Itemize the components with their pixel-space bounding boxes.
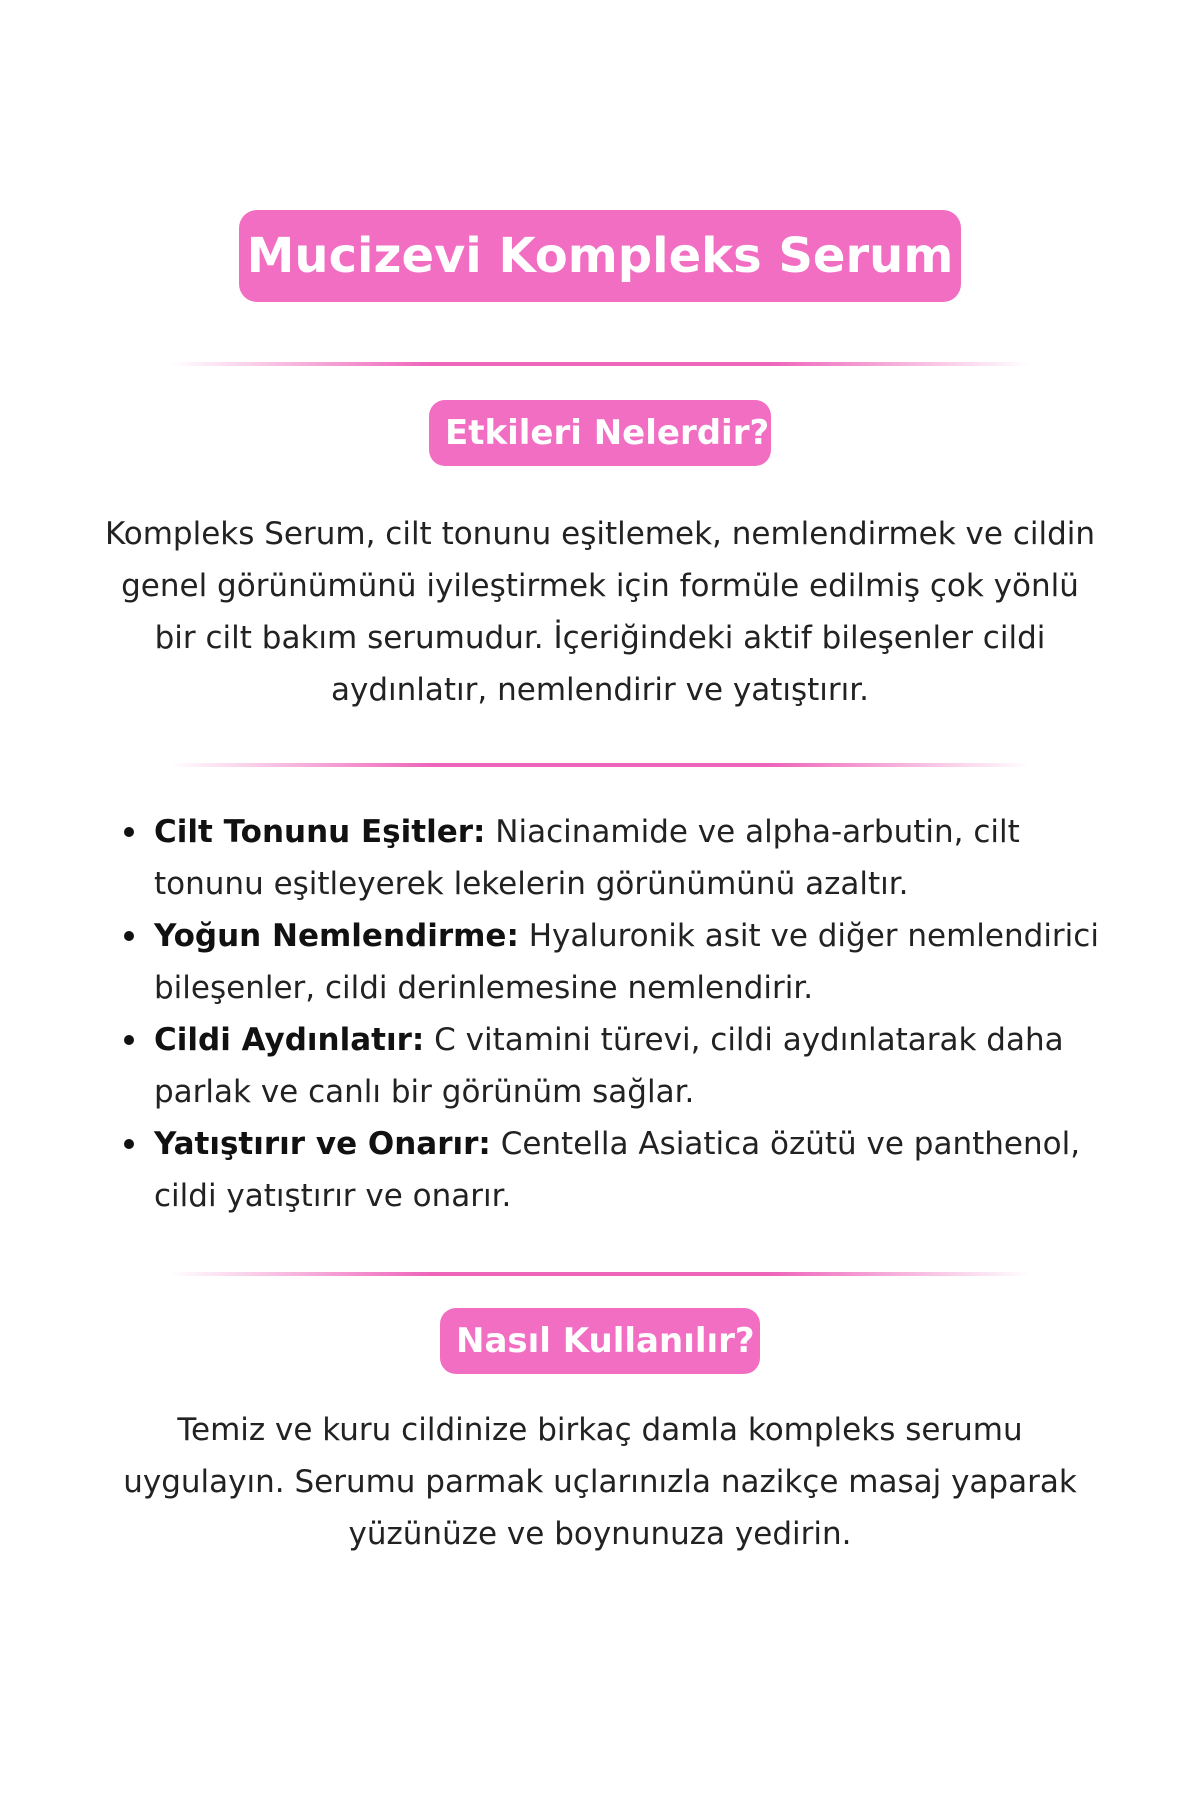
- divider: [170, 763, 1030, 767]
- benefit-item: [110, 910, 1100, 1014]
- divider: [170, 1272, 1030, 1276]
- benefit-text: C vitamini türevi, cildi aydınlatarak daha parlak ve canlı bir görünüm sağlar.: [154, 1022, 1064, 1110]
- benefit-item: [110, 1118, 1100, 1222]
- benefit-title: Yatıştırır ve Onarır:: [154, 1126, 491, 1162]
- benefit-title: Cildi Aydınlatır:: [154, 1022, 425, 1058]
- benefit-item: [110, 1014, 1100, 1118]
- benefits-list: [110, 806, 1100, 1222]
- benefit-item: [110, 806, 1100, 910]
- effects-paragraph: Kompleks Serum, cilt tonunu eşitlemek, nemlendirmek ve cildin genel görünümünü iyileştirmek için formüle edilmiş çok yönlü bir cilt bakım serumudur. İçeriğindeki aktif bileşenler cildi aydınlatır, nemlendirir ve yatıştırır.: [104, 516, 1096, 708]
- bullet-icon: [124, 931, 134, 941]
- bullet-icon: [124, 1035, 134, 1045]
- bullet-icon: [124, 827, 134, 837]
- benefit-title: Cilt Tonunu Eşitler:: [154, 814, 486, 850]
- page-title: Mucizevi Kompleks Serum: [239, 210, 961, 302]
- benefit-title: Yoğun Nemlendirme:: [154, 918, 519, 954]
- usage-heading: Nasıl Kullanılır?: [440, 1308, 760, 1374]
- benefit-text: Centella Asiatica özütü ve panthenol, cildi yatıştırır ve onarır.: [154, 1126, 1081, 1214]
- usage-paragraph: Temiz ve kuru cildinize birkaç damla kompleks serumu uygulayın. Serumu parmak uçlarınızla nazikçe masaj yaparak yüzünüze ve boynunuza yedirin.: [123, 1412, 1077, 1552]
- benefit-text: Niacinamide ve alpha-arbutin, cilt tonunu eşitleyerek lekelerin görünümünü azaltır.: [154, 814, 1020, 902]
- benefit-text: Hyaluronik asit ve diğer nemlendirici bileşenler, cildi derinlemesine nemlendirir.: [154, 918, 1099, 1006]
- divider: [170, 362, 1030, 366]
- effects-heading: Etkileri Nelerdir?: [429, 400, 771, 466]
- bullet-icon: [124, 1139, 134, 1149]
